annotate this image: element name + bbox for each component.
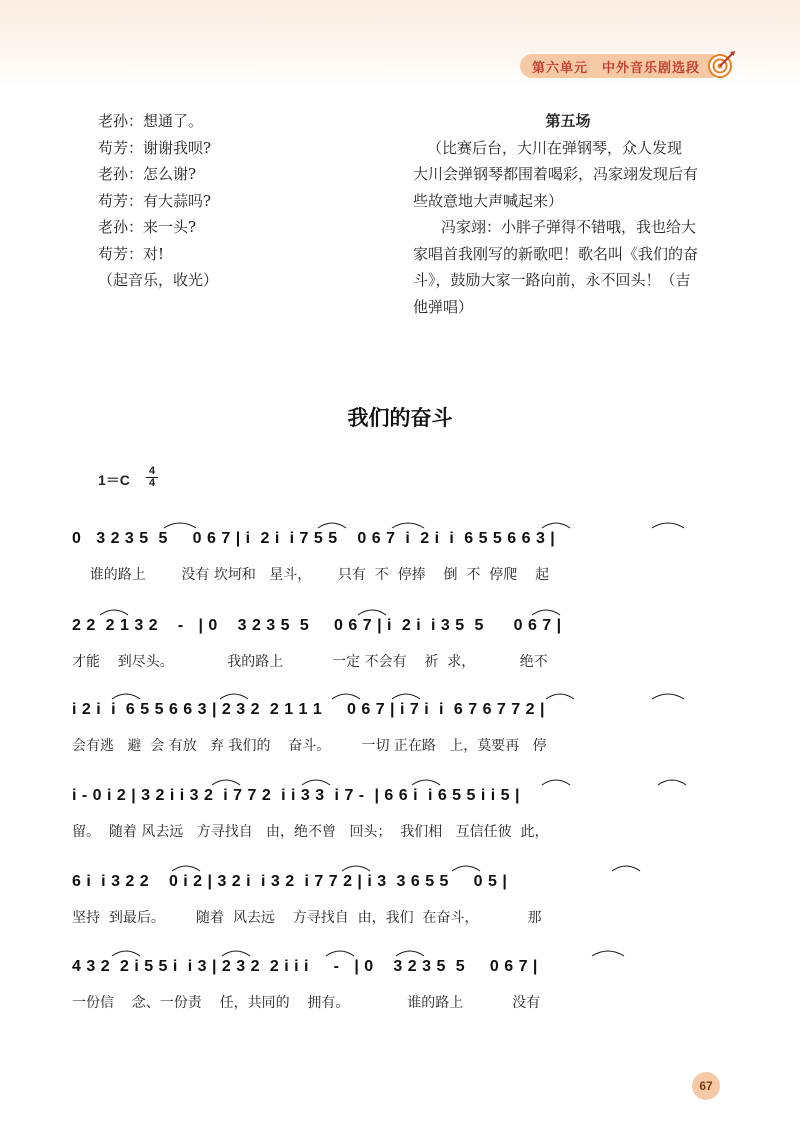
score-line [72, 701, 720, 777]
target-icon [706, 50, 736, 80]
dialogue-line: 苟芳：有大蒜吗? [98, 191, 212, 210]
lyrics-line: 留。 随着 风去远 方寻找自 由，绝不曾 回头； 我们相 互信任彼 此， [72, 824, 549, 840]
lyrics-line: 才能 到尽头。 我的路上 一定 不会有 祈 求， 绝不 [72, 654, 548, 670]
dialogue-line: 苟芳：对! [98, 244, 165, 263]
jianpu-notes: 0 3 2 3 5 5 0 6 7 | i 2 i i 7 5 5 0 6 7 i 2 i i 6 5 5 6 6 3 | [72, 530, 556, 547]
dialogue-line: 老孙：怎么谢? [98, 165, 197, 183]
score-line [72, 787, 720, 863]
script-right-column [413, 108, 723, 320]
score-line [72, 530, 720, 606]
unit-label: 第六单元 [531, 60, 588, 76]
scene-title: 第五场 [545, 112, 591, 130]
lyrics-line: 谁的路上 没有 坎坷和 星斗， 只有 不 停捧 倒 不 停爬 起 [72, 567, 550, 583]
time-signature-top: 4 [148, 465, 156, 477]
page-number: 67 [692, 1072, 720, 1100]
dialogue-line: 冯家翊：小胖子弹得不错哦，我也给大 [441, 218, 697, 236]
unit-tab [520, 54, 714, 78]
jianpu-notes: 6 i i 3 2 2 0 i 2 | 3 2 i i 3 2 i 7 7 2 | i 3 3 6 5 5 0 5 | [72, 873, 508, 890]
dialogue-line: 家唱首我刚写的新歌吧！歌名叫《我们的奋 [413, 244, 699, 263]
dialogue-line: 斗》，鼓励大家一路向前，永不回头！（吉 [413, 271, 691, 289]
lyrics-line: 坚持 到最后。 随着 风去远 方寻找自 由，我们 在奋斗， 那 [72, 910, 542, 926]
score-line [72, 873, 720, 949]
key-signature: 1＝C [98, 472, 130, 488]
script-left-column [98, 108, 348, 294]
song-title: 我们的奋斗 [347, 406, 453, 430]
stage-direction-line: 些故意地大声喊起来） [413, 191, 564, 210]
dialogue-line: 老孙：想通了。 [98, 112, 204, 130]
lyrics-line: 会有逃 避 会 有放 弃 我们的 奋斗。 一切 正在路 上，莫要再 停 [72, 738, 547, 754]
score-line [72, 958, 720, 1034]
stage-direction-line: （比赛后台，大川在弹钢琴，众人发现 [427, 138, 683, 157]
stage-direction: （起音乐，收光） [98, 271, 219, 289]
dialogue-line: 他弹唱） [413, 297, 474, 316]
lyrics-line: 一份信 念、一份责 任，共同的 拥有。 谁的路上 没有 [72, 995, 541, 1011]
jianpu-notes: 2 2 2 1 3 2 - | 0 3 2 3 5 5 0 6 7 | i 2 i i 3 5 5 0 6 7 | [72, 617, 562, 634]
time-signature-bottom: 4 [146, 477, 158, 489]
jianpu-notes: 4 3 2 2 i 5 5 i i 3 | 2 3 2 2 i i i - | 0 3 2 3 5 5 0 6 7 | [72, 958, 538, 975]
stage-direction-line: 大川会弹钢琴都围着喝彩，冯家翊发现后有 [413, 165, 699, 183]
score-line [72, 617, 720, 693]
jianpu-notes: i - 0 i 2 | 3 2 i i 3 2 i 7 7 2 i i 3 3 i 7 - | 6 6 i i 6 5 5 i i 5 | [72, 787, 520, 804]
dialogue-line: 老孙：来一头? [98, 218, 197, 236]
jianpu-notes: i 2 i i 6 5 5 6 6 3 | 2 3 2 2 1 1 1 0 6 7 | i 7 i i 6 7 6 7 7 2 | [72, 701, 545, 718]
dialogue-line: 苟芳：谢谢我呗? [98, 138, 212, 157]
unit-title: 中外音乐剧选段 [601, 60, 700, 76]
time-signature [146, 466, 158, 489]
